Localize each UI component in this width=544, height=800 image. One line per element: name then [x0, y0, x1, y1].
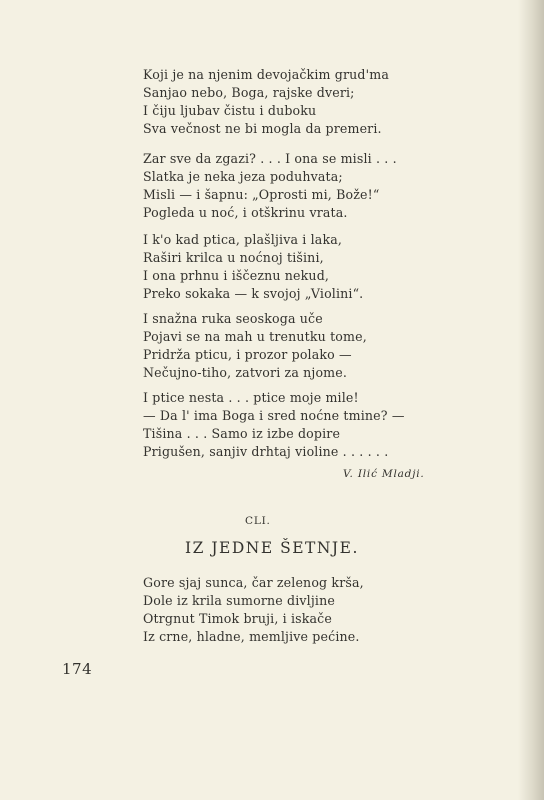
poem-line: I čiju ljubav čistu i duboku — [143, 103, 317, 118]
poem-line: Otrgnut Timok bruji, i iskače — [143, 611, 332, 626]
poem-line: Dole iz krila sumorne divljine — [143, 593, 335, 608]
author-signature: V. Ilić Mladji. — [343, 468, 425, 480]
poem-line: I snažna ruka seoskoga uče — [143, 311, 323, 326]
poem-line: Slatka je neka jeza poduhvata; — [143, 169, 343, 184]
poem-line: Zar sve da zgazi? . . . I ona se misli . . . — [143, 151, 397, 166]
poem-line: I ona prhnu i iščeznu nekud, — [143, 268, 330, 283]
poem-line: Tišina . . . Samo iz izbe dopire — [143, 426, 341, 441]
poem-line: Raširi krilca u noćnoj tišini, — [143, 250, 324, 265]
page-number: 174 — [62, 660, 93, 678]
poem-title: IZ JEDNE ŠETNJE. — [185, 539, 359, 557]
poem-line: Pojavi se na mah u trenutku tome, — [143, 329, 367, 344]
poem-line: Nečujno-tiho, zatvori za njome. — [143, 365, 348, 380]
poem-line: Iz crne, hladne, memljive pećine. — [143, 629, 360, 644]
section-number: CLI. — [245, 515, 271, 527]
page-edge-shadow — [518, 0, 544, 800]
poem-line: Sva večnost ne bi mogla da premeri. — [143, 121, 382, 136]
poem-line: — Da l' ima Boga i sred noćne tmine? — — [143, 408, 405, 423]
poem-line: I ptice nesta . . . ptice moje mile! — [143, 390, 359, 405]
poem-line: Pogleda u noć, i otškrinu vrata. — [143, 205, 348, 220]
poem-line: Misli — i šapnu: „Oprosti mi, Bože!“ — [143, 187, 380, 202]
poem-line: Pridrža pticu, i prozor polako — — [143, 347, 352, 362]
poem-line: Gore sjaj sunca, čar zelenog krša, — [143, 575, 364, 590]
poem-line: Koji je na njenim devojačkim grud'ma — [143, 67, 389, 82]
poem-line: I k'o kad ptica, plašljiva i laka, — [143, 232, 343, 247]
poem-line: Preko sokaka — k svojoj „Violini“. — [143, 286, 364, 301]
poem-line: Sanjao nebo, Boga, rajske dveri; — [143, 85, 355, 100]
poem-line: Prigušen, sanjiv drhtaj violine . . . . . . — [143, 444, 389, 459]
